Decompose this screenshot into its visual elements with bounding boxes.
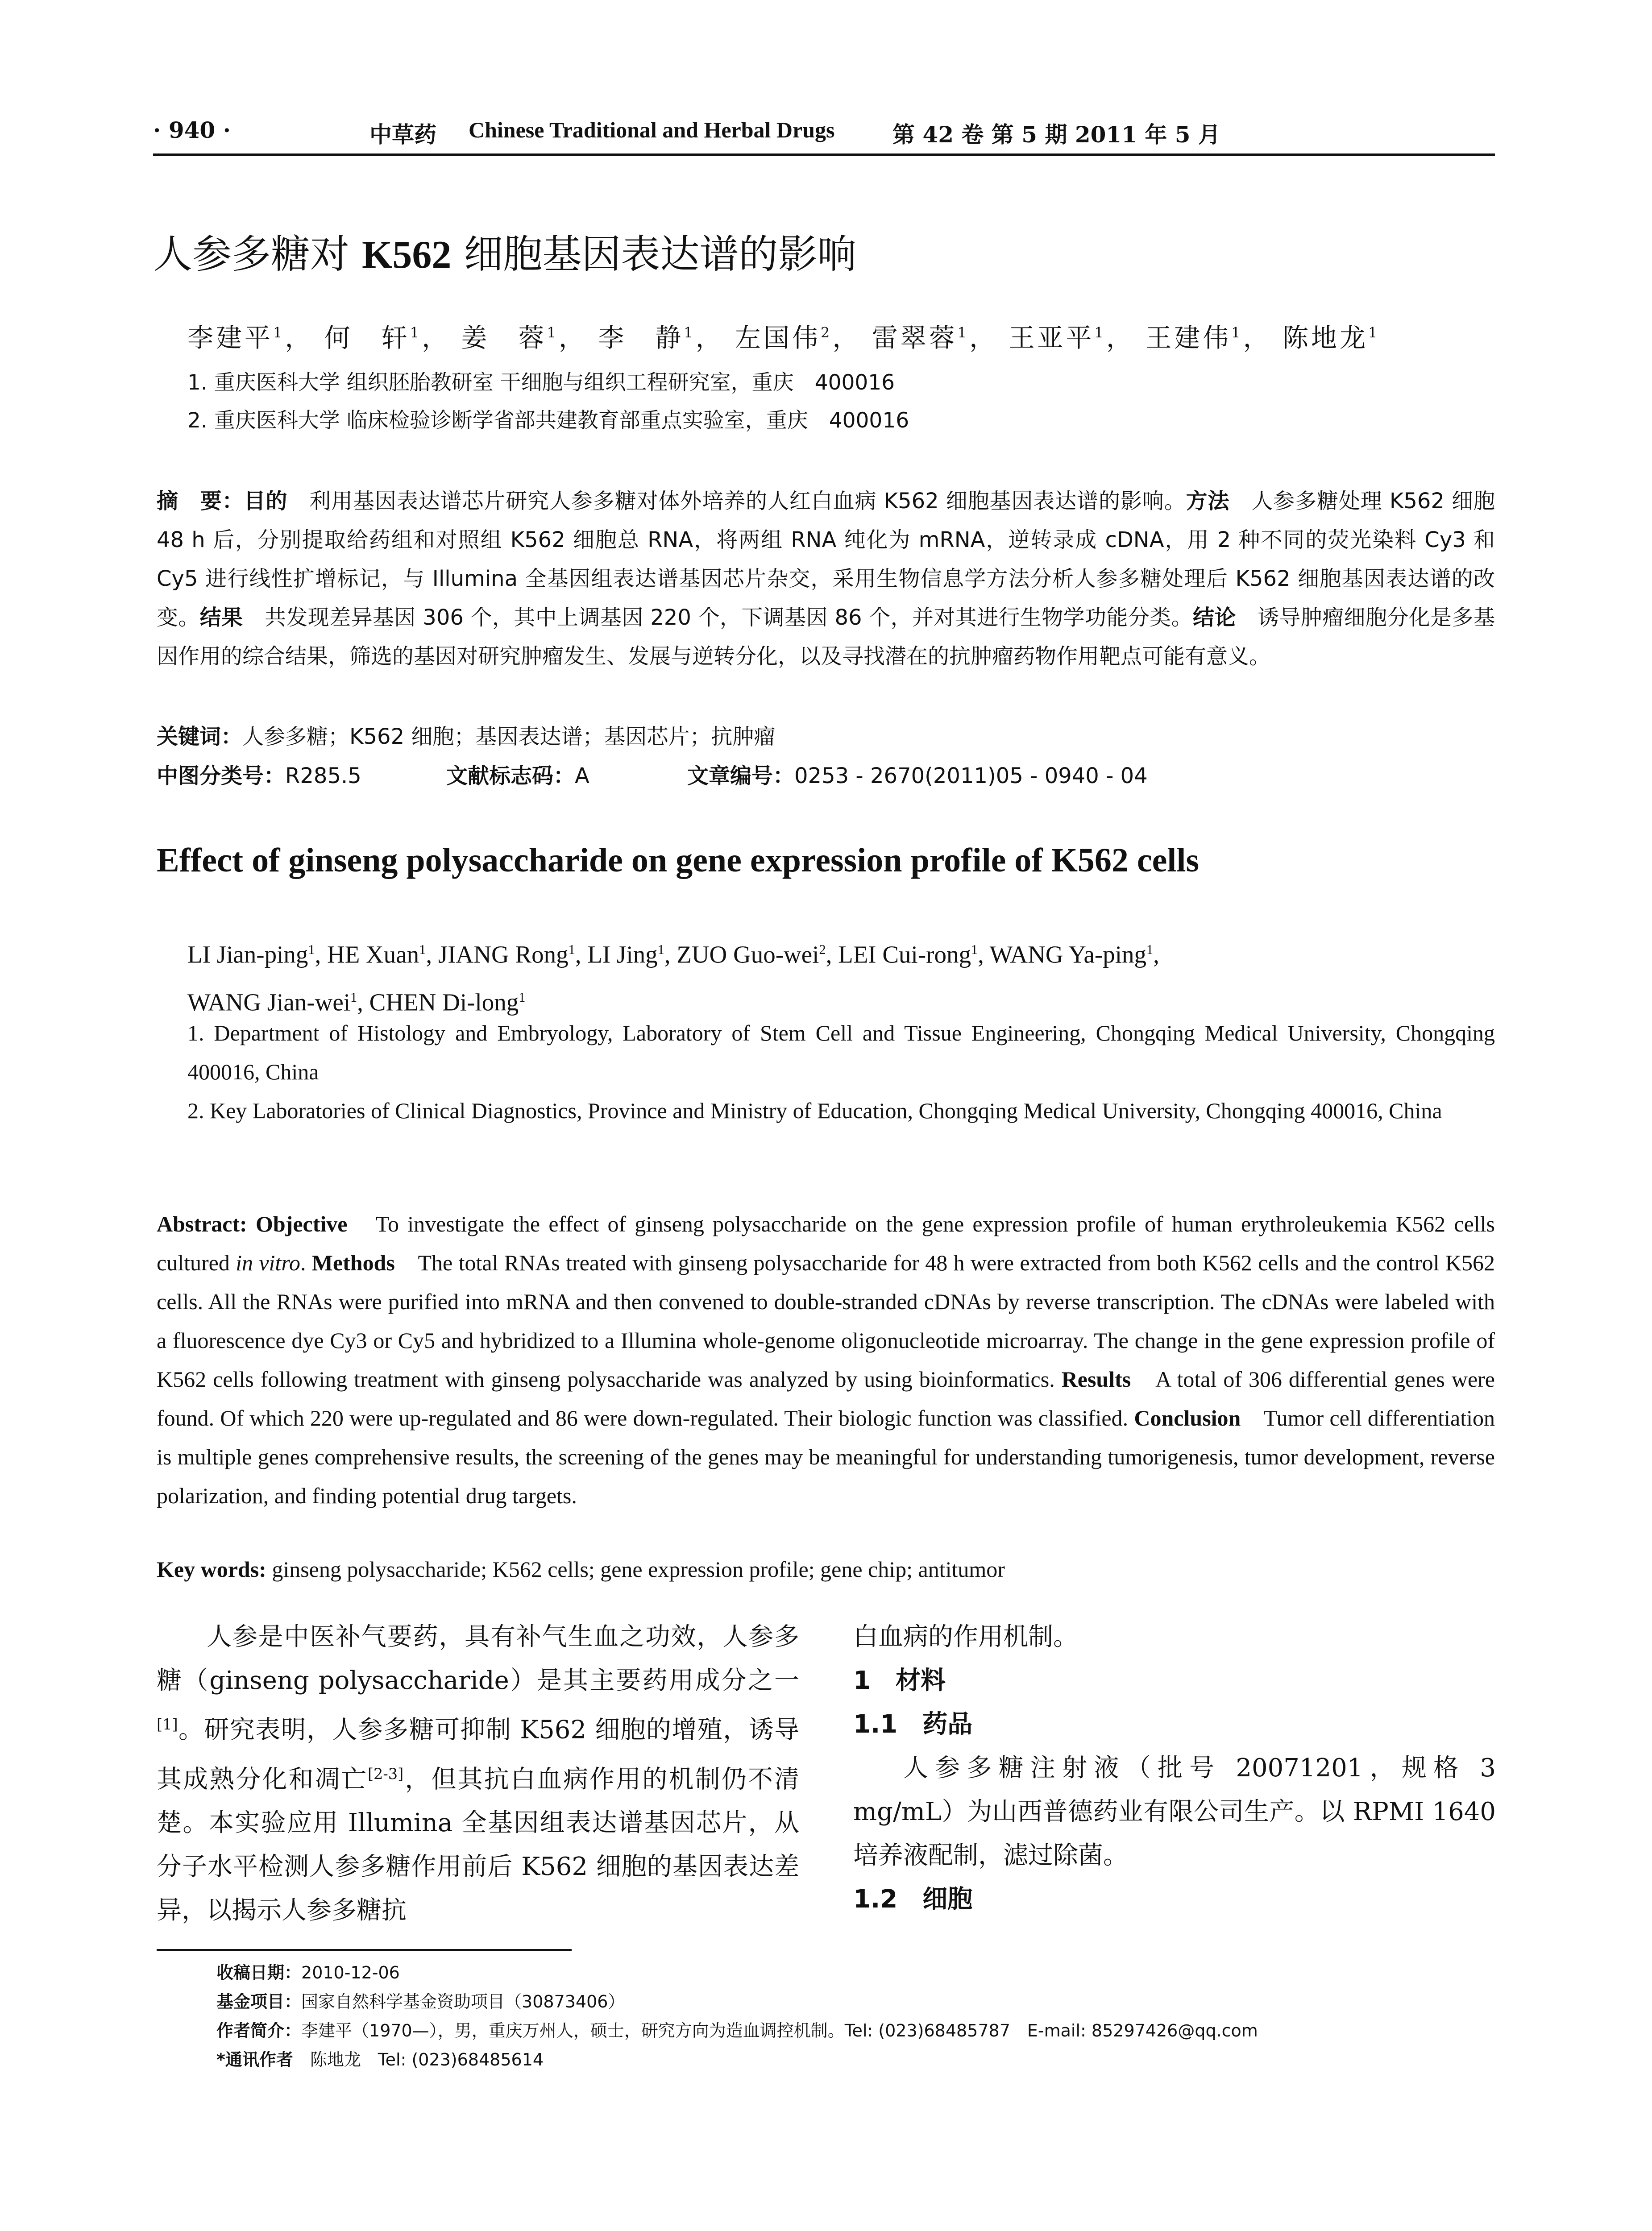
- section-label: 目的: [244, 489, 288, 514]
- body-paragraph: 白血病的作用机制。: [853, 1622, 1078, 1651]
- footnote-received: [216, 1959, 400, 1983]
- journal-en-name: Chinese Traditional and Herbal Drugs: [469, 117, 835, 142]
- cn-article-no: [687, 759, 1148, 789]
- abstract-text: 诱导肿瘤细胞分化是多基因作用的综合结果，筛选的基因对研究肿瘤发生、发展与逆转分化，以及寻找潜在的抗肿瘤药物作用靶点可能有意义。: [157, 605, 1495, 669]
- abstract-text: The total RNAs treated with ginseng polysaccharide for 48 h were extracted from both K562 cells and the control K562 cells. All the RNAs were purified into mRNA and then convened to double-stranded cDNAs by reverse transcription. The cDNAs were labeled with a fluorescence dye Cy3 or Cy5 and hybridized to a Illumina whole-genome oligonucleotide microarray. The change in the gene expression profile of K562 cells following treatment with ginseng polysaccharide was analyzed by using bioinformatics.: [157, 1250, 1495, 1392]
- section-label: Methods: [311, 1250, 395, 1275]
- en-author: LI Jian-ping: [187, 941, 308, 968]
- abstract-label: 摘 要：: [157, 489, 244, 514]
- art-label: 文章编号：: [687, 763, 795, 788]
- body-paragraph: 人参多糖注射液（批号 20071201，规格 3 mg/mL）为山西普德药业有限公司生产。以 RPMI 1640 培养液配制，滤过除菌。: [853, 1754, 1496, 1870]
- subsection-heading: 1.2 细胞: [853, 1885, 973, 1914]
- section-label: 结果: [199, 605, 243, 630]
- clc-label: 中图分类号：: [157, 763, 286, 788]
- cn-keywords: [157, 719, 775, 750]
- cn-affiliation: 2. 重庆医科大学 临床检验诊断学省部共建教育部重点实验室，重庆 400016: [187, 408, 909, 433]
- cn-author: 雷翠蓉: [872, 323, 958, 353]
- affil-sup: 1: [657, 942, 664, 957]
- body-text: 。研究表明，人参多糖可抑制 K562 细胞的增殖，诱导其成熟分化和凋亡: [157, 1715, 799, 1794]
- en-keywords: [157, 1556, 1005, 1582]
- cn-title: [153, 223, 856, 279]
- footnote-label: *通讯作者: [216, 2050, 293, 2069]
- en-author: WANG Ya-ping: [989, 941, 1146, 968]
- en-affiliation: 2. Key Laboratories of Clinical Diagnostics, Province and Ministry of Education, Chongqing Medical University, Chongqing 400016, China: [187, 1098, 1442, 1123]
- abstract-text: A total of 306 differential genes were found. Of which 220 were up-regulated and 86 were down-regulated. Their biologic function was classified.: [157, 1367, 1495, 1431]
- cn-title-part: 细胞基因表达谱的影响: [451, 231, 857, 277]
- affil-sup: 1: [519, 990, 526, 1005]
- en-author: ZUO Guo-wei: [677, 941, 819, 968]
- footnote-text: 陈地龙 Tel: (023)68485614: [293, 2050, 544, 2069]
- clc-value: R285.5: [285, 763, 361, 788]
- affil-sup: 1: [1368, 324, 1380, 341]
- footnote-text: 国家自然科学基金资助项目（30873406）: [301, 1992, 625, 2011]
- affil-sup: 2: [821, 324, 833, 341]
- en-author: WANG Jian-wei: [187, 988, 351, 1016]
- footnote-label: 作者简介：: [216, 2021, 302, 2040]
- section-label: 方法: [1186, 489, 1230, 514]
- abstract-label: Abstract:: [157, 1211, 247, 1236]
- footnote-author: [216, 2017, 1258, 2041]
- affil-sup: 2: [819, 942, 826, 957]
- en-title: Effect of ginseng polysaccharide on gene expression profile of K562 cells: [157, 842, 1200, 879]
- affil-sup: 1: [684, 324, 696, 341]
- page-number: · 940 ·: [153, 117, 231, 143]
- en-author: JIANG Rong: [438, 941, 569, 968]
- cn-author: 左国伟: [735, 323, 821, 353]
- section-label: Conclusion: [1134, 1406, 1241, 1431]
- cn-author-list: 李建平$^1$， 何 轩$^1$， 姜 蓉$^1$， 李 静$^1$， 左国伟$^2$， 雷翠蓉$^1$， 王亚平$^1$， 王建伟$^1$， 陈地龙$^1$: [187, 323, 1380, 353]
- abstract-text: Tumor cell differentiation is multiple genes comprehensive results, the screening of the genes may be meaningful for understanding tumorigenesis, tumor development, reverse polarization, and finding potential drug targets.: [157, 1406, 1495, 1508]
- body-text: 人参是中医补气要药，具有补气生血之功效，人参多糖（ginseng polysaccharide）是其主要药用成分之一: [157, 1622, 799, 1695]
- abstract-text: 利用基因表达谱芯片研究人参多糖对体外培养的人红白血病 K562 细胞基因表达谱的影响。: [287, 489, 1186, 514]
- en-author: LEI Cui-rong: [838, 941, 971, 968]
- section-label: Objective: [255, 1211, 348, 1236]
- header-rule: [153, 153, 1495, 156]
- cn-affiliation: 1. 重庆医科大学 组织胚胎教研室 干细胞与组织工程研究室，重庆 400016: [187, 370, 895, 395]
- doc-label: 文献标志码：: [446, 763, 575, 788]
- affil-sup: 1: [419, 942, 426, 957]
- cn-abstract: [157, 482, 1495, 676]
- abstract-text: To investigate the effect of ginseng polysaccharide on the gene expression profile of human erythroleukemia K562 cells cultured: [157, 1211, 1495, 1275]
- citation[interactable]: [1]: [157, 1716, 178, 1733]
- body-column-left: [157, 1615, 799, 1932]
- cn-author: 王建伟: [1146, 323, 1232, 353]
- affil-sup: 1: [547, 324, 559, 341]
- affil-sup: 1: [1146, 942, 1154, 957]
- cn-author: 王亚平: [1009, 323, 1095, 353]
- section-label: 结论: [1192, 605, 1236, 630]
- affil-sup: 1: [1094, 324, 1106, 341]
- cn-doc-code: [446, 759, 589, 789]
- en-author: HE Xuan: [327, 941, 419, 968]
- footnote-rule: [157, 1949, 572, 1951]
- affil-sup: 1: [350, 990, 357, 1005]
- cn-author: 姜 蓉: [461, 323, 547, 353]
- cn-title-part: 人参多糖对: [153, 231, 362, 277]
- footnote-corresponding: [216, 2046, 544, 2070]
- journal-issue: 第 42 卷 第 5 期 2011 年 5 月: [892, 121, 1220, 148]
- footnote-fund: [216, 1988, 625, 2012]
- abstract-text: 人参多糖处理 K562 细胞 48 h 后，分别提取给药组和对照组 K562 细胞总 RNA，将两组 RNA 纯化为 mRNA，逆转录成 cDNA，用 2 种不同的荧光染料 Cy3 和 Cy5 进行线性扩增标记，与 Illumina 全基因组表达谱基因芯片杂交，采用生物信息学方法分析人参多糖处理后 K562 细胞基因表达谱的改变。: [157, 489, 1495, 630]
- footnote-text: 李建平（1970—），男，重庆万州人，硕士，研究方向为造血调控机制。Tel: (023)68485787 E-mail: 85297426@qq.com: [301, 2021, 1258, 2040]
- footnote-text: 2010-12-06: [301, 1963, 400, 1982]
- cn-author: 何 轩: [324, 323, 410, 353]
- affil-sup: 1: [971, 942, 978, 957]
- en-affiliation: 1. Department of Histology and Embryology, Laboratory of Stem Cell and Tissue Engineering, Chongqing Medical University, Chongqing 400016, China: [187, 1020, 1495, 1084]
- affil-sup: 1: [308, 942, 315, 957]
- keywords-text: ginseng polysaccharide; K562 cells; gene expression profile; gene chip; antitumor: [266, 1557, 1005, 1582]
- affil-sup: 1: [273, 324, 285, 341]
- footnote-label: 基金项目：: [216, 1992, 302, 2011]
- cn-author: 李 静: [598, 323, 684, 353]
- en-abstract: [157, 1205, 1495, 1515]
- footnote-label: 收稿日期：: [216, 1963, 302, 1982]
- affil-sup: 1: [1231, 324, 1243, 341]
- en-author: LI Jing: [587, 941, 658, 968]
- journal-cn-name: 中草药: [369, 121, 436, 148]
- cn-author: 陈地龙: [1283, 323, 1369, 353]
- cn-title-part: K562: [361, 233, 452, 277]
- keywords-label: Key words:: [157, 1557, 266, 1582]
- section-heading: 1 材料: [853, 1666, 946, 1695]
- doc-value: A: [575, 763, 589, 788]
- subsection-heading: 1.1 药品: [853, 1710, 973, 1739]
- body-text: ，但其抗白血病作用的机制仍不清楚。本实验应用 Illumina 全基因组表达谱基因芯片，从分子水平检测人参多糖作用前后 K562 细胞的基因表达差异，以揭示人参多糖抗: [157, 1765, 800, 1925]
- keywords-label: 关键词：: [157, 724, 243, 749]
- en-author: CHEN Di-long: [369, 988, 519, 1016]
- keywords-text: 人参多糖；K562 细胞；基因表达谱；基因芯片；抗肿瘤: [242, 724, 776, 749]
- cn-author: 李建平: [187, 323, 274, 353]
- affil-sup: 1: [957, 324, 970, 341]
- affil-sup: 1: [410, 324, 422, 341]
- citation[interactable]: [2-3]: [367, 1765, 404, 1783]
- abstract-italic: in vitro: [236, 1250, 300, 1275]
- body-paragraph: [157, 1615, 799, 1932]
- cn-classification: [157, 759, 361, 789]
- affil-sup: 1: [568, 942, 575, 957]
- art-value: 0253 - 2670(2011)05 - 0940 - 04: [794, 763, 1148, 788]
- abstract-text: 共发现差异基因 306 个，其中上调基因 220 个，下调基因 86 个，并对其进行生物学功能分类。: [243, 605, 1193, 630]
- section-label: Results: [1061, 1367, 1131, 1392]
- en-author-list: LI Jian-ping$^1$, HE Xuan$^1$, JIANG Rong$^1$, LI Jing$^1$, ZUO Guo-wei$^2$, LEI Cui-rong$^1$, WANG Ya-ping$^1$, WANG Jian-wei$^1$, CHEN Di-long$^1$: [187, 941, 1159, 1016]
- abstract-text: .: [300, 1250, 312, 1275]
- body-column-right: [853, 1615, 1496, 1921]
